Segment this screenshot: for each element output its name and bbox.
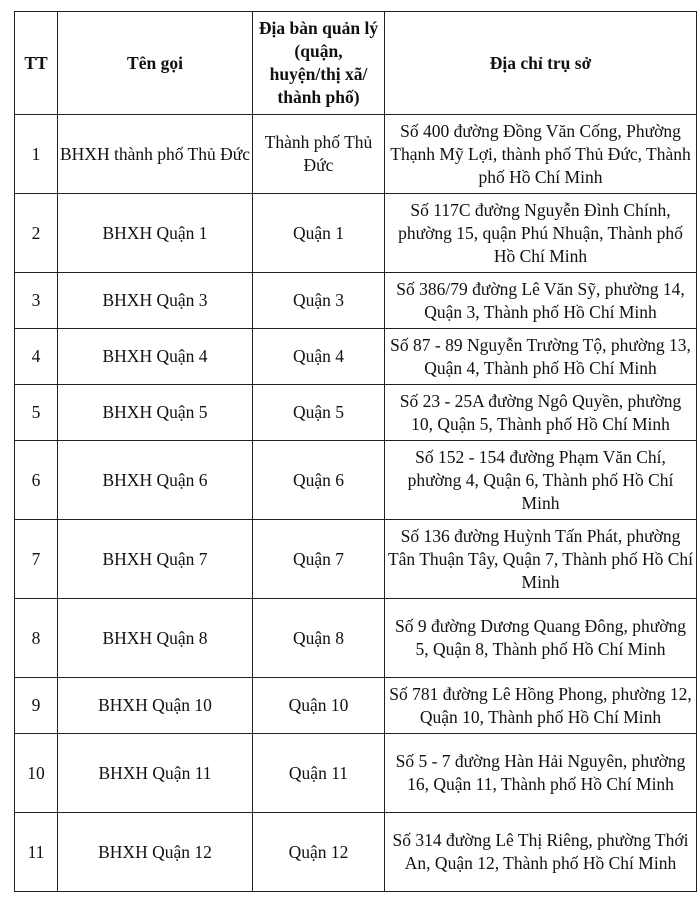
header-area bbox=[253, 12, 385, 115]
cell-name: BHXH Quận 11 bbox=[58, 734, 253, 813]
cell-area: Thành phố Thủ Đức bbox=[253, 115, 385, 194]
header-area-line-4: thành phố) bbox=[277, 87, 360, 107]
cell-address: Số 87 - 89 Nguyễn Trường Tộ, phường 13, Quận 4, Thành phố Hồ Chí Minh bbox=[385, 329, 697, 385]
cell-address: Số 9 đường Dương Quang Đông, phường 5, Quận 8, Thành phố Hồ Chí Minh bbox=[385, 599, 697, 678]
cell-name: BHXH Quận 8 bbox=[58, 599, 253, 678]
header-area-line-3: huyện/thị xã/ bbox=[269, 64, 368, 84]
cell-tt: 11 bbox=[15, 813, 58, 892]
cell-area: Quận 10 bbox=[253, 678, 385, 734]
table-header-row bbox=[15, 12, 697, 115]
cell-name: BHXH Quận 10 bbox=[58, 678, 253, 734]
cell-name: BHXH Quận 5 bbox=[58, 385, 253, 441]
table-row bbox=[15, 385, 697, 441]
header-name: Tên gọi bbox=[58, 12, 253, 115]
table-row bbox=[15, 734, 697, 813]
cell-name: BHXH Quận 6 bbox=[58, 441, 253, 520]
cell-area: Quận 1 bbox=[253, 194, 385, 273]
cell-area: Quận 11 bbox=[253, 734, 385, 813]
table-row bbox=[15, 813, 697, 892]
cell-name: BHXH Quận 1 bbox=[58, 194, 253, 273]
cell-tt: 2 bbox=[15, 194, 58, 273]
cell-area: Quận 8 bbox=[253, 599, 385, 678]
cell-address: Số 781 đường Lê Hồng Phong, phường 12, Quận 10, Thành phố Hồ Chí Minh bbox=[385, 678, 697, 734]
cell-name: BHXH Quận 7 bbox=[58, 520, 253, 599]
table-row bbox=[15, 273, 697, 329]
cell-name: BHXH Quận 12 bbox=[58, 813, 253, 892]
cell-tt: 10 bbox=[15, 734, 58, 813]
table-row bbox=[15, 441, 697, 520]
cell-address: Số 23 - 25A đường Ngô Quyền, phường 10, Quận 5, Thành phố Hồ Chí Minh bbox=[385, 385, 697, 441]
cell-name: BHXH thành phố Thủ Đức bbox=[58, 115, 253, 194]
cell-address: Số 400 đường Đồng Văn Cống, Phường Thạnh Mỹ Lợi, thành phố Thủ Đức, Thành phố Hồ Chí Minh bbox=[385, 115, 697, 194]
cell-address: Số 152 - 154 đường Phạm Văn Chí, phường 4, Quận 6, Thành phố Hồ Chí Minh bbox=[385, 441, 697, 520]
cell-tt: 9 bbox=[15, 678, 58, 734]
table-row bbox=[15, 520, 697, 599]
cell-name: BHXH Quận 3 bbox=[58, 273, 253, 329]
cell-area: Quận 3 bbox=[253, 273, 385, 329]
table-row bbox=[15, 194, 697, 273]
cell-area: Quận 6 bbox=[253, 441, 385, 520]
cell-address: Số 136 đường Huỳnh Tấn Phát, phường Tân Thuận Tây, Quận 7, Thành phố Hồ Chí Minh bbox=[385, 520, 697, 599]
office-table bbox=[14, 11, 697, 892]
table-row bbox=[15, 329, 697, 385]
cell-address: Số 386/79 đường Lê Văn Sỹ, phường 14, Quận 3, Thành phố Hồ Chí Minh bbox=[385, 273, 697, 329]
header-address: Địa chỉ trụ sở bbox=[385, 12, 697, 115]
cell-area: Quận 12 bbox=[253, 813, 385, 892]
table-row bbox=[15, 678, 697, 734]
table-row bbox=[15, 115, 697, 194]
cell-tt: 7 bbox=[15, 520, 58, 599]
cell-tt: 5 bbox=[15, 385, 58, 441]
cell-tt: 4 bbox=[15, 329, 58, 385]
cell-area: Quận 5 bbox=[253, 385, 385, 441]
cell-tt: 8 bbox=[15, 599, 58, 678]
cell-tt: 3 bbox=[15, 273, 58, 329]
cell-area: Quận 7 bbox=[253, 520, 385, 599]
cell-address: Số 5 - 7 đường Hàn Hải Nguyên, phường 16, Quận 11, Thành phố Hồ Chí Minh bbox=[385, 734, 697, 813]
cell-area: Quận 4 bbox=[253, 329, 385, 385]
header-tt: TT bbox=[15, 12, 58, 115]
cell-tt: 1 bbox=[15, 115, 58, 194]
table-row bbox=[15, 599, 697, 678]
cell-address: Số 117C đường Nguyễn Đình Chính, phường 15, quận Phú Nhuận, Thành phố Hồ Chí Minh bbox=[385, 194, 697, 273]
header-area-line-1: Địa bàn quản lý bbox=[258, 18, 379, 38]
cell-address: Số 314 đường Lê Thị Riêng, phường Thới An, Quận 12, Thành phố Hồ Chí Minh bbox=[385, 813, 697, 892]
cell-tt: 6 bbox=[15, 441, 58, 520]
header-area-line-2: (quận, bbox=[294, 41, 343, 61]
cell-name: BHXH Quận 4 bbox=[58, 329, 253, 385]
